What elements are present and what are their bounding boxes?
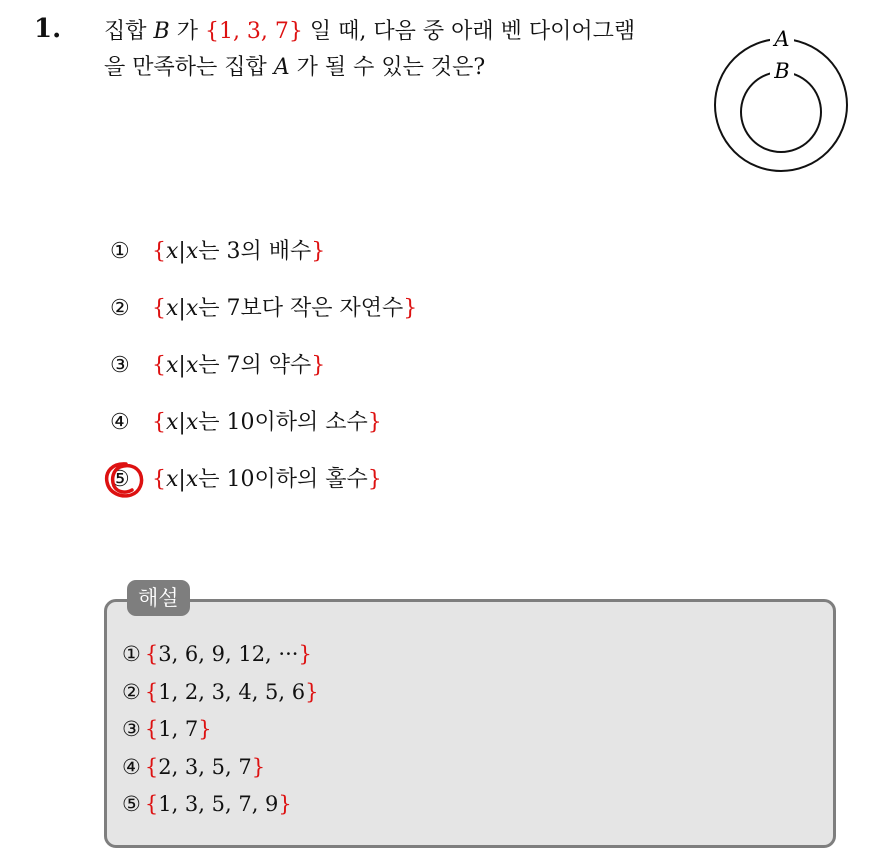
choice-number: ①	[110, 239, 130, 264]
explanation-number: ④	[122, 754, 141, 779]
choice-4[interactable]	[110, 403, 417, 460]
choice-1[interactable]	[110, 232, 417, 289]
brace-open: {	[152, 296, 166, 321]
var-x: x	[166, 410, 179, 435]
explanation-body: 1, 3, 5, 7, 9	[158, 792, 279, 816]
set-b-value: {1, 3, 7}	[204, 19, 303, 44]
choice-number: ②	[110, 296, 130, 321]
brace-close: }	[367, 467, 382, 492]
var-x: x	[185, 296, 199, 321]
set-b-symbol: B	[153, 19, 170, 44]
brace-open: {	[152, 239, 166, 264]
venn-inner-circle	[741, 72, 821, 152]
explanation-body: 3, 6, 9, 12, ···	[158, 642, 299, 666]
choice-text: 는 10이하의 소수	[198, 410, 368, 435]
var-x: x	[185, 467, 199, 492]
choice-text: 는 3의 배수	[198, 239, 312, 264]
brace-open: {	[144, 792, 159, 816]
brace-close: }	[298, 642, 312, 666]
brace-close: }	[311, 353, 326, 378]
choice-number: ④	[110, 410, 130, 435]
explanation-line-4	[122, 749, 319, 787]
explanation-number: ⑤	[122, 792, 141, 816]
choice-number: ③	[110, 353, 130, 378]
brace-close: }	[198, 717, 212, 741]
explanation-line-3	[122, 711, 319, 749]
venn-diagram	[706, 22, 856, 177]
brace-open: {	[144, 642, 159, 666]
explanation-number: ①	[122, 642, 141, 666]
var-x: x	[185, 353, 199, 378]
brace-close: }	[311, 239, 326, 264]
explanation-title: 해설	[127, 580, 190, 616]
question-part5: 가 될 수 있는 것은?	[296, 55, 486, 80]
explanation-body: 1, 7	[158, 717, 199, 741]
brace-open: {	[144, 679, 159, 704]
question-text	[104, 14, 694, 86]
choice-5[interactable]	[110, 460, 417, 517]
set-bar: |	[178, 410, 186, 435]
var-x: x	[166, 467, 179, 492]
explanation-number: ②	[122, 679, 141, 704]
brace-close: }	[305, 679, 319, 704]
brace-close: }	[367, 410, 382, 435]
venn-label-b: B	[774, 59, 790, 83]
choice-text: 는 7보다 작은 자연수	[198, 296, 404, 321]
set-bar: |	[178, 467, 186, 492]
brace-close: }	[403, 296, 418, 321]
var-x: x	[185, 239, 199, 264]
explanation-list	[122, 636, 319, 824]
brace-open: {	[152, 353, 166, 378]
brace-open: {	[144, 717, 159, 741]
explanation-number: ③	[122, 717, 141, 741]
question-part4: 을 만족하는 집합	[104, 55, 267, 80]
choice-text: 는 10이하의 홀수	[198, 467, 368, 492]
choice-number: ⑤	[110, 467, 130, 492]
question-part1: 집합	[104, 19, 147, 44]
set-bar: |	[178, 239, 186, 264]
choice-2[interactable]	[110, 289, 417, 346]
brace-close: }	[278, 792, 292, 816]
brace-open: {	[152, 410, 166, 435]
var-x: x	[166, 296, 179, 321]
brace-open: {	[152, 467, 166, 492]
question-part2: 가	[176, 19, 198, 44]
answer-circle-mark-icon	[102, 460, 148, 502]
choice-list	[110, 232, 417, 517]
question-part3: 일 때, 다음 중 아래 벤 다이어그램	[309, 19, 636, 44]
explanation-line-1	[122, 636, 319, 674]
brace-open: {	[144, 754, 159, 779]
explanation-line-2	[122, 674, 319, 712]
venn-label-a: A	[774, 27, 790, 51]
question-number: 1.	[34, 14, 62, 44]
explanation-body: 1, 2, 3, 4, 5, 6	[158, 679, 306, 704]
set-bar: |	[178, 296, 186, 321]
brace-close: }	[251, 754, 266, 779]
var-x: x	[185, 410, 199, 435]
choice-3[interactable]	[110, 346, 417, 403]
var-x: x	[166, 353, 179, 378]
choice-text: 는 7의 약수	[198, 353, 312, 378]
set-a-symbol: A	[273, 55, 290, 80]
set-bar: |	[178, 353, 186, 378]
explanation-body: 2, 3, 5, 7	[158, 754, 252, 779]
explanation-line-5	[122, 786, 319, 824]
var-x: x	[166, 239, 179, 264]
